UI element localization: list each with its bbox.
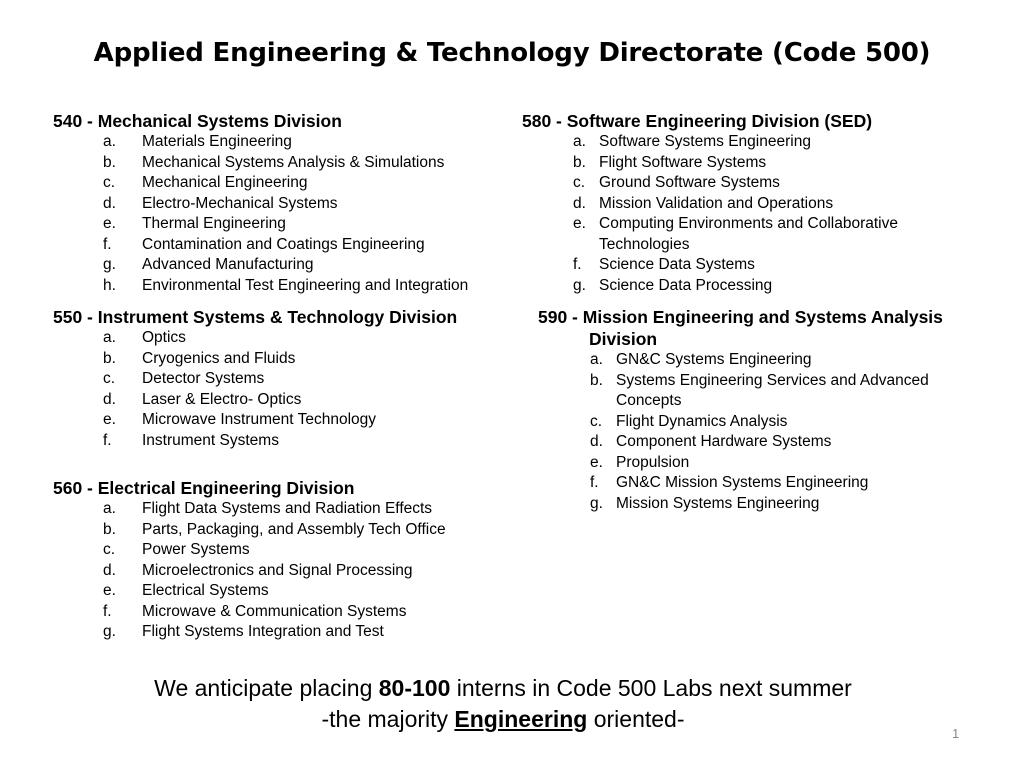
division-item-list [573, 132, 929, 296]
division-heading: 580 - Software Engineering Division (SED) [522, 111, 873, 131]
list-item-text: Laser & Electro- Optics [142, 390, 302, 408]
list-item [53, 540, 446, 561]
list-item-text: Flight Systems Integration and Test [142, 623, 384, 640]
list-item [590, 473, 988, 494]
list-item [573, 173, 929, 194]
list-item [590, 371, 988, 412]
list-item [53, 349, 457, 370]
list-item-text: Computing Environments and Collaborative Technologies [599, 215, 898, 253]
footer-line-2 [0, 704, 1006, 734]
list-item-text: Mission Validation and Operations [599, 194, 834, 212]
list-marker: f. [590, 474, 599, 491]
list-item-text: Mechanical Engineering [142, 174, 308, 191]
list-item-text: Science Data Processing [599, 276, 773, 294]
list-item-text: Power Systems [142, 541, 250, 558]
footer-text: We anticipate placing [154, 675, 379, 701]
list-item-text: Instrument Systems [142, 431, 279, 449]
list-marker: e. [103, 215, 116, 232]
division-item-list [590, 350, 988, 514]
list-item-text: Mission Systems Engineering [616, 494, 820, 512]
division-heading: 560 - Electrical Engineering Division [53, 478, 355, 498]
list-item [590, 432, 988, 453]
list-item [590, 412, 988, 433]
list-marker: g. [103, 623, 116, 640]
footer-emphasis: Engineering [454, 706, 588, 732]
list-item [53, 561, 446, 582]
list-marker: e. [103, 582, 116, 599]
list-item-text: Parts, Packaging, and Assembly Tech Office [142, 520, 446, 538]
division-590 [538, 306, 988, 514]
division-heading-line2: Division [589, 329, 658, 349]
list-item-text: Microelectronics and Signal Processing [142, 561, 413, 579]
list-item [53, 410, 457, 431]
division-550 [53, 306, 457, 451]
list-marker: g. [573, 276, 586, 294]
list-item-text: Optics [142, 329, 186, 346]
list-item-text: Advanced Manufacturing [142, 256, 314, 273]
list-item-text: Thermal Engineering [142, 215, 286, 232]
list-marker: d. [103, 194, 116, 212]
list-marker: f. [103, 602, 112, 620]
list-marker: b. [103, 520, 116, 538]
footer-text: oriented- [587, 706, 685, 732]
list-item-text: Electro-Mechanical Systems [142, 194, 338, 212]
division-heading: 550 - Instrument Systems & Technology Division [53, 307, 458, 327]
division-item-list [53, 132, 468, 296]
list-item [53, 153, 468, 174]
division-540 [53, 110, 468, 296]
slide-title: Applied Engineering & Technology Directorate (Code 500) [93, 38, 931, 68]
list-item [53, 390, 457, 411]
list-marker: b. [573, 153, 586, 171]
list-marker: f. [573, 256, 582, 273]
list-item-text: Microwave & Communication Systems [142, 602, 407, 620]
list-marker: d. [590, 433, 603, 450]
list-marker: a. [103, 329, 116, 346]
footer-intern-count: 80-100 [378, 675, 451, 701]
list-marker: e. [573, 215, 586, 232]
list-marker: c. [103, 541, 116, 558]
division-item-list [53, 328, 457, 451]
list-item-text: Contamination and Coatings Engineering [142, 235, 425, 253]
list-item [590, 494, 988, 515]
list-marker: c. [573, 174, 586, 191]
list-marker: f. [103, 235, 112, 253]
list-marker: d. [103, 390, 116, 408]
list-item [53, 520, 446, 541]
list-item [573, 255, 929, 276]
list-item [53, 499, 446, 520]
division-580 [522, 110, 929, 296]
footer-line-1 [0, 673, 1006, 703]
list-item [53, 276, 468, 297]
list-item-text: Electrical Systems [142, 582, 269, 599]
list-item [573, 153, 929, 174]
list-marker: c. [103, 370, 116, 387]
list-item-text: GN&C Systems Engineering [616, 351, 812, 368]
list-item-text: Propulsion [616, 453, 690, 471]
list-item [53, 235, 468, 256]
list-item-text: Software Systems Engineering [599, 133, 811, 150]
list-marker: b. [103, 349, 116, 367]
list-item-text: Science Data Systems [599, 256, 755, 273]
list-item [53, 255, 468, 276]
list-marker: d. [573, 194, 586, 212]
list-item-text: Flight Software Systems [599, 153, 767, 171]
list-marker: h. [103, 276, 116, 294]
division-heading: 540 - Mechanical Systems Division [53, 111, 342, 131]
list-item-text: Environmental Test Engineering and Integration [142, 276, 469, 294]
division-heading [538, 306, 988, 350]
list-marker: b. [590, 371, 603, 389]
division-560 [53, 477, 446, 643]
division-heading-line1: 590 - Mission Engineering and Systems Analysis [538, 307, 943, 327]
list-item [53, 173, 468, 194]
list-item-text: Flight Dynamics Analysis [616, 412, 788, 430]
list-item-text: Cryogenics and Fluids [142, 349, 296, 367]
list-item-text: Flight Data Systems and Radiation Effects [142, 500, 433, 517]
list-marker: a. [103, 500, 116, 517]
footer-text: interns in Code 500 Labs next summer [450, 675, 852, 701]
list-item [53, 431, 457, 452]
list-item-text: GN&C Mission Systems Engineering [616, 474, 869, 491]
list-item [53, 194, 468, 215]
list-item [53, 581, 446, 602]
list-item [53, 602, 446, 623]
list-item-text: Component Hardware Systems [616, 433, 832, 450]
list-marker: a. [590, 351, 603, 368]
list-marker: c. [103, 174, 116, 191]
list-marker: f. [103, 431, 112, 449]
list-item-text: Microwave Instrument Technology [142, 411, 377, 428]
list-item [53, 622, 446, 643]
footer-text: -the majority [321, 706, 455, 732]
list-item [573, 276, 929, 297]
list-item [590, 350, 988, 371]
list-item [53, 328, 457, 349]
list-item-text: Systems Engineering Services and Advanced Concepts [616, 371, 929, 409]
list-item [573, 214, 929, 255]
list-marker: g. [590, 494, 603, 512]
list-item-text: Ground Software Systems [599, 174, 780, 191]
list-marker: a. [573, 133, 586, 150]
list-item-text: Materials Engineering [142, 133, 292, 150]
list-item [53, 132, 468, 153]
division-item-list [53, 499, 446, 643]
list-marker: e. [103, 411, 116, 428]
list-item [573, 132, 929, 153]
list-marker: c. [590, 412, 603, 430]
list-marker: d. [103, 561, 116, 579]
list-item [53, 214, 468, 235]
list-item [53, 369, 457, 390]
list-marker: a. [103, 133, 116, 150]
slide-number: 1 [952, 726, 960, 741]
list-item [573, 194, 929, 215]
list-marker: e. [590, 453, 603, 471]
list-item-text: Mechanical Systems Analysis & Simulations [142, 153, 445, 171]
list-marker: g. [103, 256, 116, 273]
list-item [590, 453, 988, 474]
list-marker: b. [103, 153, 116, 171]
list-item-text: Detector Systems [142, 370, 265, 387]
